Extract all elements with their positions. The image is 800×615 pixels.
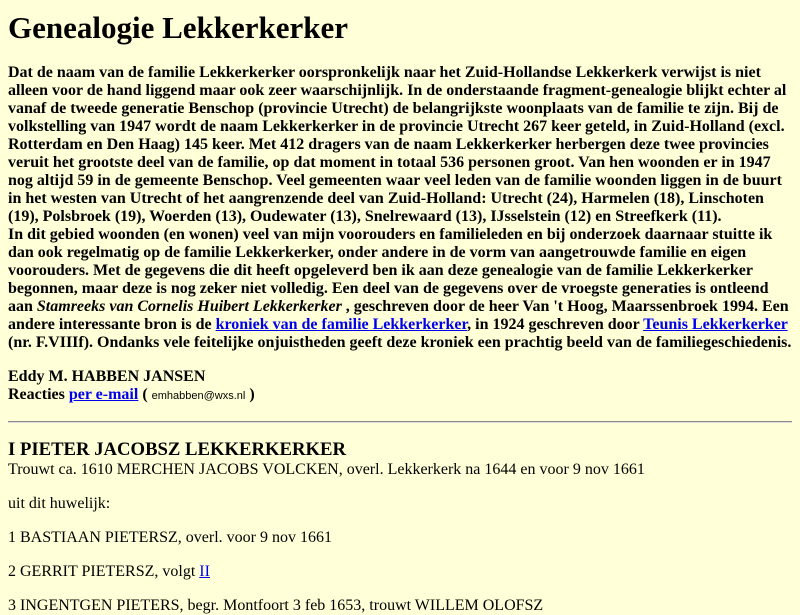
intro-text-5: (nr. F.VIIIf). Ondanks vele feitelijke onjuistheden geeft deze kroniek een prachtig beeld van de familiegeschiedenis. xyxy=(8,334,792,351)
divider xyxy=(8,421,792,423)
author-name: Eddy M. HABBEN JANSEN xyxy=(8,368,206,385)
child-text: 2 GERRIT PIETERSZ, volgt xyxy=(8,563,200,580)
page-title: Genealogie Lekkerkerker xyxy=(8,10,349,45)
teunis-link[interactable]: Teunis Lekkerkerker xyxy=(643,316,788,333)
paren-close: ) xyxy=(245,386,255,403)
paren-open: ( xyxy=(138,386,152,403)
kroniek-link[interactable]: kroniek van de familie Lekkerkerker xyxy=(215,316,468,333)
signature xyxy=(8,368,792,405)
generation-heading: I PIETER JACOBSZ LEKKERKERKER xyxy=(8,439,347,460)
intro-text-3: , geschreven door de heer Van 't Hoog, Maarssenbroek 1994. Een andere interessante bron is de xyxy=(8,298,789,333)
intro-text-1: Dat de naam van de familie Lekkerkerker oorspronkelijk naar het Zuid-Hollandse Lekkerkerk verwijst is niet alleen voor de hand liggend maar ook zeer waarschijnlijk. In de onderstaande fragment-genealogie blijkt echter al vanaf de tweede generatie Benschop (provincie Utrecht) de belangrijkste woonplaats van de familie te zijn. Bij de volkstelling van 1947 wordt de naam Lekkerkerker in de provincie Utrecht 267 keer geteld, in Zuid-Holland (excl. Rotterdam en Den Haag) 145 keer. Met 412 dragers van de naam Lekkerkerker herbergen deze twee provincies veruit het grootste deel van de familie, op dat moment in totaal 536 personen groot. Van hen woonden er in 1947 nog altijd 59 in de gemeente Benschop. Veel gemeenten waar veel leden van de familie woonden liggen in de buurt in het westen van Utrecht of het aangrenzende deel van Zuid-Holland: Utrecht (24), Harmelen (18), Linschoten (19), Polsbroek (19), Woerden (13), Oudewater (13), Snelrewaard (13), IJsselstein (12) en Streefkerk (11). xyxy=(8,64,787,225)
intro-text-4: , in 1924 geschreven door xyxy=(467,316,644,333)
email-link[interactable]: per e-mail xyxy=(68,386,139,403)
source-title: Stamreeks van Cornelis Huibert Lekkerkerker xyxy=(36,298,342,315)
intro-text-2: In dit gebied woonden (en wonen) veel van mijn voorouders en familieleden en bij onderzoek daarnaar stuitte ik dan ook regelmatig op de familie Lekkerkerker, onder andere in de vorm van aangetrouwde familie en eigen voorouders. Met de gegevens die dit heeft opgeleverd ben ik aan deze genealogie van de familie Lekkerkerker begonnen, maar deze is nog zeker niet volledig. Een deel van de gegevens over de vroegste generaties is ontleend aan xyxy=(8,226,773,315)
child-entry: 1 BASTIAAN PIETERSZ, overl. voor 9 nov 1661 xyxy=(8,529,332,546)
intro-paragraph xyxy=(8,64,792,352)
reacties-label: Reacties xyxy=(8,386,69,403)
email-address: emhabben@wxs.nl xyxy=(151,390,246,402)
marriage-line: Trouwt ca. 1610 MERCHEN JACOBS VOLCKEN, overl. Lekkerkerk na 1644 en voor 9 nov 1661 xyxy=(8,461,645,478)
contact-line xyxy=(8,386,792,405)
child-entry xyxy=(8,563,792,581)
generation-ii-link[interactable]: II xyxy=(199,563,210,580)
child-entry: 3 INGENTGEN PIETERS, begr. Montfoort 3 feb 1653, trouwt WILLEM OLOFSZ xyxy=(8,597,544,614)
children-intro: uit dit huwelijk: xyxy=(8,495,111,512)
